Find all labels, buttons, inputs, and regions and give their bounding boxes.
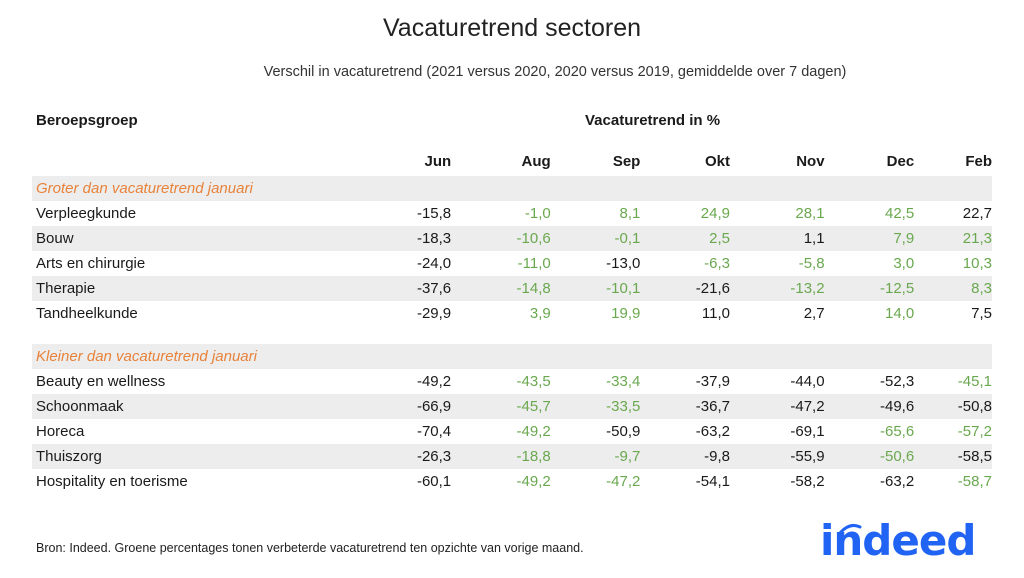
- row-label: Arts en chirurgie: [36, 255, 146, 272]
- value-cell-nov: -69,1: [790, 423, 825, 440]
- value-cell-sep: -9,7: [551, 444, 641, 469]
- section-spacer: [32, 326, 992, 344]
- value-cell-okt: -54,1: [695, 473, 730, 490]
- value-cell-feb: -58,7: [957, 473, 992, 490]
- value-cell-sep: -33,4: [606, 373, 641, 390]
- value-cell-aug: -14,8: [451, 276, 551, 301]
- value-cell-sep: -33,5: [551, 394, 641, 419]
- row-label: Horeca: [36, 423, 85, 440]
- row-label: Bouw: [32, 226, 357, 251]
- value-cell-feb: 7,5: [971, 305, 992, 322]
- value-cell-nov: 1,1: [730, 226, 825, 251]
- value-cell-sep: 19,9: [611, 305, 641, 322]
- column-header-aug: Aug: [521, 152, 551, 170]
- value-cell-dec: -12,5: [825, 276, 915, 301]
- value-cell-dec: -52,3: [879, 373, 915, 390]
- value-cell-aug: 3,9: [529, 305, 551, 322]
- table-row: [32, 201, 992, 226]
- table-row: [32, 394, 992, 419]
- value-cell-aug: -10,6: [451, 226, 551, 251]
- value-cell-nov: -55,9: [730, 444, 825, 469]
- value-cell-dec: 3,0: [893, 255, 915, 272]
- value-cell-okt: 24,9: [700, 205, 730, 222]
- row-label: Therapie: [32, 276, 357, 301]
- table-row: [32, 226, 992, 251]
- value-cell-okt: -6,3: [704, 255, 730, 272]
- row-label: Hospitality en toerisme: [36, 473, 188, 490]
- value-cell-dec: 7,9: [825, 226, 915, 251]
- value-cell-dec: -49,6: [825, 394, 915, 419]
- value-header: Vacaturetrend in %: [585, 112, 721, 129]
- value-cell-sep: -13,0: [606, 255, 641, 272]
- column-header-nov: Nov: [796, 152, 825, 170]
- table-row: [32, 469, 992, 494]
- value-cell-dec: -50,6: [825, 444, 915, 469]
- value-cell-jun: -15,8: [416, 205, 452, 222]
- column-header-feb: Feb: [965, 152, 992, 170]
- value-cell-nov: -47,2: [730, 394, 825, 419]
- value-cell-feb: -45,1: [957, 373, 992, 390]
- value-cell-okt: -21,6: [640, 276, 730, 301]
- chart-subtitle: Verschil in vacaturetrend (2021 versus 2020, 2020 versus 2019, gemiddelde over 7 dagen): [263, 64, 847, 80]
- row-label: Schoonmaak: [32, 394, 357, 419]
- section-title: Groter dan vacaturetrend januari: [32, 176, 992, 201]
- table-body: [32, 176, 992, 494]
- value-cell-nov: 2,7: [803, 305, 825, 322]
- value-cell-jun: -66,9: [357, 394, 452, 419]
- column-header-row: [32, 146, 992, 176]
- value-cell-okt: -37,9: [695, 373, 730, 390]
- section-title: Kleiner dan vacaturetrend januari: [32, 344, 992, 369]
- spacer-cell: [32, 326, 992, 344]
- value-cell-dec: 14,0: [884, 305, 915, 322]
- value-cell-okt: -9,8: [640, 444, 730, 469]
- value-cell-nov: -58,2: [790, 473, 825, 490]
- value-cell-aug: -45,7: [451, 394, 551, 419]
- value-cell-feb: 8,3: [914, 276, 992, 301]
- column-header-blank: [32, 146, 357, 176]
- column-header-jun: Jun: [424, 152, 452, 170]
- table-row: [32, 369, 992, 394]
- value-cell-nov: -5,8: [798, 255, 825, 272]
- value-cell-sep: 8,1: [619, 205, 641, 222]
- value-cell-aug: -49,2: [516, 473, 551, 490]
- value-cell-aug: -11,0: [517, 255, 551, 272]
- row-label: Thuiszorg: [32, 444, 357, 469]
- trend-table: [32, 146, 992, 494]
- value-cell-jun: -37,6: [357, 276, 452, 301]
- value-cell-jun: -18,3: [357, 226, 452, 251]
- value-cell-feb: 21,3: [914, 226, 992, 251]
- value-cell-okt: 11,0: [701, 305, 730, 322]
- value-cell-sep: -0,1: [551, 226, 641, 251]
- value-cell-feb: 10,3: [962, 255, 992, 272]
- value-cell-jun: -29,9: [416, 305, 452, 322]
- value-cell-jun: -70,4: [416, 423, 452, 440]
- table-row: [32, 444, 992, 469]
- column-header-sep: Sep: [612, 152, 641, 170]
- value-cell-feb: -58,5: [914, 444, 992, 469]
- value-cell-okt: -36,7: [640, 394, 730, 419]
- value-cell-jun: -24,0: [416, 255, 452, 272]
- row-label: Verpleegkunde: [36, 205, 137, 222]
- value-cell-feb: -57,2: [957, 423, 992, 440]
- indeed-logo: indeed: [820, 516, 976, 565]
- row-header: Beroepsgroep: [36, 112, 138, 129]
- value-cell-nov: 28,1: [795, 205, 825, 222]
- value-cell-nov: -44,0: [790, 373, 825, 390]
- value-cell-jun: -60,1: [416, 473, 452, 490]
- value-cell-aug: -18,8: [451, 444, 551, 469]
- section-header-row: [32, 176, 992, 201]
- footnote: Bron: Indeed. Groene percentages tonen verbeterde vacaturetrend ten opzichte van vorige maand.: [36, 541, 584, 555]
- value-cell-jun: -26,3: [357, 444, 452, 469]
- value-cell-sep: -47,2: [606, 473, 641, 490]
- table-row: [32, 276, 992, 301]
- table-row: [32, 419, 992, 444]
- column-header-okt: Okt: [704, 152, 730, 170]
- table-row: [32, 301, 992, 326]
- table-row: [32, 251, 992, 276]
- chart-title: Vacaturetrend sectoren: [382, 14, 642, 42]
- value-cell-feb: 22,7: [962, 205, 992, 222]
- row-label: Beauty en wellness: [36, 373, 166, 390]
- value-cell-sep: -50,9: [606, 423, 641, 440]
- value-cell-dec: 42,5: [884, 205, 915, 222]
- value-cell-dec: -63,2: [879, 473, 915, 490]
- row-label: Tandheelkunde: [36, 305, 138, 322]
- value-cell-aug: -43,5: [516, 373, 551, 390]
- value-cell-jun: -49,2: [416, 373, 452, 390]
- value-cell-okt: -63,2: [695, 423, 730, 440]
- column-header-dec: Dec: [886, 152, 915, 170]
- value-cell-dec: -65,6: [879, 423, 915, 440]
- value-cell-aug: -1,0: [524, 205, 551, 222]
- value-cell-feb: -50,8: [914, 394, 992, 419]
- value-cell-nov: -13,2: [730, 276, 825, 301]
- section-header-row: [32, 344, 992, 369]
- value-cell-sep: -10,1: [551, 276, 641, 301]
- value-cell-aug: -49,2: [516, 423, 551, 440]
- value-cell-okt: 2,5: [640, 226, 730, 251]
